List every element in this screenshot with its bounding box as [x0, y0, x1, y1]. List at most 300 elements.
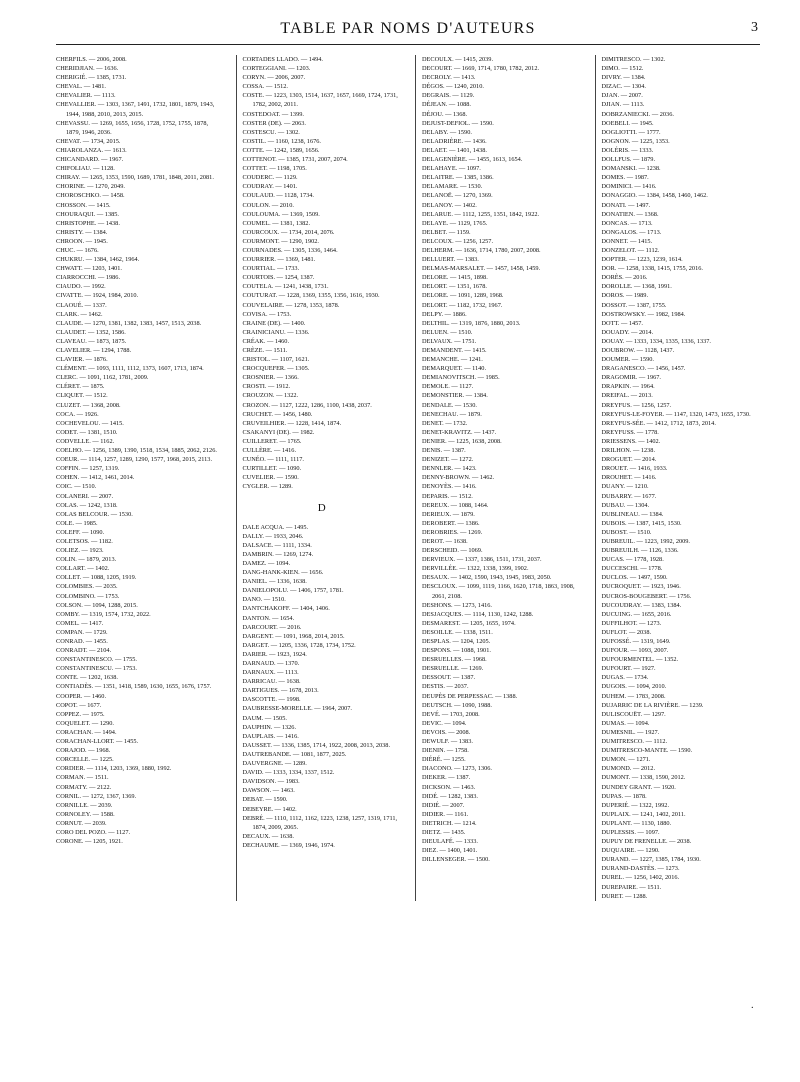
index-entry: CHIFOLIAU. — 1128.: [56, 165, 115, 173]
index-entry: DEJUST-DEFIOL. — 1590.: [422, 119, 494, 127]
index-entry: DUCUING. — 1655, 2016.: [601, 610, 672, 618]
index-entry: CONSTANTINESCU. — 1753.: [56, 665, 138, 673]
page-number: 3: [751, 20, 758, 35]
index-entry: DIEKER. — 1387.: [422, 774, 471, 782]
index-entry: DECHAUME. — 1369, 1946, 1974.: [242, 841, 335, 849]
index-entry: DIACONO. — 1273, 1306.: [422, 765, 492, 773]
index-entry: DOGLIOTTI. — 1777.: [601, 128, 661, 136]
index-entry: COURCOUX. — 1734, 2014, 2076.: [242, 228, 335, 236]
page-title: TABLE PAR NOMS D'AUTEURS: [280, 20, 536, 37]
index-entry: DURAND. — 1227, 1385, 1784, 1930.: [601, 856, 701, 864]
index-entry: CLIQUET. — 1512.: [56, 392, 108, 400]
index-entry: DELANOË. — 1270, 1369.: [422, 192, 493, 200]
index-entry: CRUCHET. — 1456, 1480.: [242, 410, 313, 418]
index-entry: COCA. — 1926.: [56, 410, 99, 418]
index-entry: DELAYE. — 1129, 1765.: [422, 219, 488, 227]
index-entry: DOGNON. — 1225, 1353.: [601, 137, 670, 145]
index-entry: DARNAUX. — 1113.: [242, 669, 299, 677]
index-entry: CROUZON. — 1322.: [242, 392, 299, 400]
index-entry: COSTEDOAT. — 1399.: [242, 110, 304, 118]
index-entry: DUGAS. — 1734.: [601, 674, 649, 682]
index-entry: DOMES. — 1987.: [601, 174, 649, 182]
index-entry: COSTE. — 1223, 1303, 1514, 1637, 1657, 1669, 1724, 1731, 1782, 2002, 2011.: [242, 92, 398, 109]
index-entry: DAVID. — 1333, 1334, 1337, 1512.: [242, 769, 335, 777]
index-entry: CLAVEAU. — 1873, 1875.: [56, 337, 127, 345]
index-entry: CLÉRET. — 1875.: [56, 383, 105, 391]
index-entry: CORAJOD. — 1968.: [56, 747, 111, 755]
index-entry: DUFOURT. — 1927.: [601, 665, 656, 673]
index-entry: CHICANDARD. — 1967.: [56, 156, 124, 164]
index-entry: DAMEZ. — 1094.: [242, 559, 291, 567]
index-entry: COLOMBIES. — 2035.: [56, 583, 118, 591]
index-entry: CUNÉO. — 1111, 1117.: [242, 456, 304, 464]
index-entry: DUBOIS. — 1387, 1415, 1530.: [601, 519, 682, 527]
index-entry: DARIER. — 1923, 1924.: [242, 650, 307, 658]
index-entry: COLSON. — 1094, 1288, 2015.: [56, 601, 138, 609]
index-entry: DELORT. — 1182, 1732, 1967.: [422, 301, 503, 309]
index-entry: CLAVELIER. — 1294, 1788.: [56, 347, 132, 354]
index-entry: DUBOST. — 1510.: [601, 528, 652, 536]
index-entry: DELORE. — 1091, 1289, 1968.: [422, 292, 504, 300]
index-entry: DERVIEUX. — 1337, 1386, 1511, 1731, 2037.: [422, 556, 542, 564]
index-entry: DUREPAIRE. — 1511.: [601, 883, 662, 891]
section-letter: D: [317, 501, 326, 514]
index-entry: COURMONT. — 1290, 1902.: [242, 237, 319, 245]
index-entry: DIMITRESCO. — 1302.: [601, 56, 666, 63]
index-entry: DUMAS. — 1094.: [601, 719, 650, 727]
index-entry: COLIN. — 1879, 2013.: [56, 556, 117, 564]
index-entry: DREYFUSS. — 1778.: [601, 428, 659, 436]
index-entry: DOR. — 1258, 1338, 1415, 1755, 2016.: [601, 265, 703, 273]
index-entry: DREYFUS-SÉE. — 1412, 1712, 1873, 2014.: [601, 419, 716, 427]
index-entry: CORMATY. — 2122.: [56, 783, 112, 791]
index-entry: COULOUMA. — 1369, 1509.: [242, 210, 320, 218]
index-entry: CHOROSCHKO. — 1458.: [56, 192, 125, 200]
index-entry: CONSTANTINESCO. — 1755.: [56, 656, 138, 664]
index-entry: DANG-HANK-KIEN. — 1656.: [242, 569, 324, 577]
index-entry: CULLÈRE. — 1416.: [242, 447, 297, 455]
index-entry: COLE. — 1985.: [56, 519, 98, 527]
index-entry: DUBLINEAU. — 1384.: [601, 510, 664, 518]
index-entry: COQUELET. — 1290.: [56, 719, 114, 727]
index-entry: DELANOY. — 1402.: [422, 201, 477, 209]
index-entry: DAUVERGNE. — 1289.: [242, 760, 307, 768]
index-entry: DELBET. — 1159.: [422, 228, 471, 236]
index-entry: DEVOIS. — 2008.: [422, 728, 471, 736]
index-entry: DENOYÈS. — 1416.: [422, 483, 477, 491]
index-entry: CLAVIER. — 1876.: [56, 356, 108, 364]
index-entry: COPOT. — 1677.: [56, 701, 102, 709]
index-entry: DESAUX. — 1402, 1590, 1943, 1945, 1983, 2050.: [422, 574, 552, 582]
index-entry: DORÈS. — 2016.: [601, 274, 648, 282]
index-entry: DUPLESSIS. — 1097.: [601, 828, 660, 836]
index-entry: COUVELAIRE. — 1278, 1353, 1878.: [242, 301, 340, 309]
index-entry: DEUPÈS DE PERPESSAC. — 1388.: [422, 692, 518, 700]
index-entry: DÉJOU. — 1368.: [422, 110, 468, 118]
index-entry: CORTADES LLADO. — 1494.: [242, 56, 323, 63]
index-entry: DECOURT. — 1669, 1714, 1780, 1782, 2012.: [422, 65, 540, 73]
index-entry: CHRISTY. — 1384.: [56, 228, 108, 236]
index-entry: DUFOURMENTEL. — 1352.: [601, 656, 679, 664]
index-entry: DROUET. — 1416, 1933.: [601, 465, 668, 473]
index-entry: CHUKRU. — 1384, 1462, 1964.: [56, 256, 140, 264]
index-entry: CYGLER. — 1289.: [242, 483, 293, 491]
index-entry: DANIEL. — 1336, 1638.: [242, 578, 307, 586]
index-entry: DULISCOUËT. — 1297.: [601, 710, 666, 718]
index-entry: CHROON. — 1945.: [56, 237, 108, 245]
index-entry: DELAITRE. — 1385, 1386.: [422, 174, 494, 182]
index-entry: COUTELA. — 1241, 1438, 1731.: [242, 283, 329, 291]
index-entry: DENECHAU. — 1879.: [422, 410, 482, 418]
index-entry: DEUTSCH. — 1090, 1988.: [422, 701, 492, 709]
index-entry: DIZAC. — 1304.: [601, 83, 646, 91]
index-entry: DARCOURT. — 2016.: [242, 623, 302, 631]
index-entry: CORACHAN. — 1494.: [56, 728, 117, 736]
index-entry: DIÉRÉ. — 1255.: [422, 756, 466, 764]
index-entry: CHOURAQUI. — 1385.: [56, 210, 119, 218]
index-entry: DAWSON. — 1463.: [242, 787, 295, 795]
index-entry: CROCQUEFER. — 1305.: [242, 365, 310, 373]
index-entry: DAUSSET. — 1336, 1385, 1714, 1922, 2008, 2013, 2038.: [242, 741, 391, 749]
index-entry: DUPLANT. — 1130, 1880.: [601, 819, 672, 827]
index-entry: CORNIL. — 1272, 1367, 1369.: [56, 792, 137, 800]
index-entry: DENNLER. — 1423.: [422, 465, 477, 473]
index-entry: COLOMBINO. — 1753.: [56, 592, 120, 600]
index-entry: CIAUDO. — 1992.: [56, 283, 106, 291]
index-entry: DUCROS-BOUGEBERT. — 1756.: [601, 592, 692, 600]
index-entry: DOSSOT. — 1387, 1755.: [601, 301, 667, 309]
index-entry: DALE ACQUA. — 1495.: [242, 523, 309, 531]
index-entry: DRAGOMIR. — 1967.: [601, 374, 661, 382]
index-entry: DREYFUS-LE-FOYER. — 1147, 1320, 1473, 1655, 1730.: [601, 410, 751, 418]
index-entry: DUMESNIL. — 1927.: [601, 728, 660, 736]
index-entry: DECROLY. — 1413.: [422, 74, 476, 82]
index-entry: DALLY. — 1933, 2046.: [242, 532, 304, 540]
index-entry: CHEVAT. — 1734, 2015.: [56, 137, 121, 145]
index-entry: DAVIDSON. — 1983.: [242, 778, 300, 786]
index-entry: COUTURAT. — 1228, 1369, 1355, 1356, 1616, 1930.: [242, 292, 380, 300]
index-entry: DENET. — 1732.: [422, 419, 468, 427]
index-entry: DUCOUDRAY. — 1383, 1384.: [601, 601, 682, 609]
index-entry: DEBAT. — 1590.: [242, 796, 288, 804]
index-entry: COSTER (DE). — 2063.: [242, 119, 306, 127]
index-entry: DECAUX. — 1638.: [242, 832, 294, 840]
index-entry: DEMOLE. — 1127.: [422, 383, 474, 391]
index-entry: DUFOSSÉ. — 1319, 1649.: [601, 638, 671, 645]
index-entry: CRÉAK. — 1460.: [242, 337, 290, 345]
index-entry: CIVATTE. — 1924, 1984, 2010.: [56, 292, 139, 300]
index-entry: CHERIDJIAN. — 1636.: [56, 65, 119, 73]
index-entry: CONTE. — 1202, 1638.: [56, 674, 118, 682]
index-entry: DÉGOS. — 1240, 2010.: [422, 83, 484, 91]
index-entry: COULAUD. — 1128, 1734.: [242, 192, 314, 200]
index-entry: DEBEYRE. — 1402.: [242, 805, 297, 813]
index-entry: DELORE. — 1415, 1898.: [422, 274, 488, 282]
index-entry: COULON. — 2010.: [242, 201, 294, 209]
index-entry: CHORINE. — 1270, 2049.: [56, 183, 125, 191]
index-entry: COTTE. — 1242, 1589, 1656.: [242, 146, 320, 154]
index-entry: DURAND-DASTÈS. — 1273.: [601, 865, 680, 873]
index-entry: DEMARQUET. — 1140.: [422, 365, 487, 373]
page-header: [56, 18, 760, 45]
index-entry: DUNDEY GRANT. — 1920.: [601, 783, 676, 791]
index-entry: DILLENSEGER. — 1500.: [422, 856, 490, 864]
index-entry: DEMANDENT. — 1415.: [422, 347, 487, 354]
index-entry: CORNUT. — 2039.: [56, 819, 107, 827]
index-entry: DESRUELLE. — 1269.: [422, 665, 484, 673]
index-entry: DANTCHAKOFF. — 1404, 1406.: [242, 605, 330, 613]
index-entry: COIC. — 1510.: [56, 483, 97, 491]
index-entry: DESPONS. — 1088, 1901.: [422, 647, 491, 655]
index-entry: COTTENOT. — 1385, 1731, 2007, 2074.: [242, 156, 348, 164]
index-entry: COMBY. — 1319, 1574, 1732, 2022.: [56, 610, 151, 618]
index-entry: DUBARRY. — 1677.: [601, 492, 657, 500]
index-entry: CHIRAY. — 1265, 1353, 1590, 1689, 1781, 1848, 2011, 2081.: [56, 174, 214, 182]
index-entry: CLUZET. — 1368, 2008.: [56, 401, 121, 409]
index-entry: DEMANCHE. — 1241.: [422, 356, 483, 364]
index-entry: CROSNIER. — 1366.: [242, 374, 299, 382]
index-entry: DREYFUS. — 1256, 1257.: [601, 401, 672, 409]
index-entry: COTTET. — 1198, 1705.: [242, 165, 307, 173]
index-entry: DELUEN. — 1510.: [422, 328, 473, 336]
index-entry: DENET-KRAVITZ. — 1437.: [422, 428, 497, 436]
index-entry: DEVÉ. — 1703, 2008.: [422, 710, 480, 718]
index-entry: DESHONS. — 1273, 1416.: [422, 601, 492, 609]
index-entry: CORNOLEY. — 1588.: [56, 810, 115, 818]
index-column: [415, 55, 581, 901]
index-entry: CHOSSON. — 1415.: [56, 201, 111, 209]
index-entry: DIDIER. — 1161.: [422, 810, 469, 818]
index-entry: DENIER. — 1225, 1638, 2008.: [422, 437, 502, 445]
index-entry: DELARUE. — 1112, 1255, 1351, 1842, 1922.: [422, 210, 540, 218]
index-entry: DUMONT. — 1338, 1590, 2012.: [601, 774, 686, 782]
index-entry: CLAOUÉ. — 1337.: [56, 301, 107, 309]
index-entry: COLLET. — 1088, 1205, 1919.: [56, 574, 137, 582]
index-entry: CONTIADÈS. — 1351, 1418, 1589, 1630, 1655, 1676, 1757.: [56, 683, 212, 691]
index-entry: DAUBRESSE-MORELLE. — 1964, 2007.: [242, 705, 352, 713]
index-entry: COSTIL. — 1160, 1238, 1676.: [242, 137, 321, 145]
index-entry: DARTIGUES. — 1678, 2013.: [242, 687, 319, 695]
index-entry: CHIAROLANZA. — 1613.: [56, 146, 127, 154]
index-entry: CLÉMENT. — 1093, 1111, 1112, 1373, 1607, 1713, 1874.: [56, 365, 204, 373]
index-entry: CHEVALLIER. — 1303, 1367, 1491, 1732, 1801, 1879, 1943, 1944, 1988, 2010, 2013, 2015.: [56, 101, 215, 118]
index-entry: DUFOUR. — 1093, 2007.: [601, 647, 669, 655]
index-entry: DUFLOT. — 2038.: [601, 628, 652, 636]
index-entry: DUCLOS. — 1497, 1590.: [601, 574, 668, 582]
index-entry: DANTON. — 1654.: [242, 614, 295, 622]
index-entry: COLAS. — 1242, 1318.: [56, 501, 118, 509]
index-entry: COURTOIS. — 1254, 1387.: [242, 274, 315, 282]
index-entry: DESMAREST. — 1205, 1655, 1974.: [422, 619, 516, 627]
index-entry: DUBREUILH. — 1126, 1336.: [601, 547, 679, 555]
index-entry: COHEN. — 1412, 1461, 2014.: [56, 474, 135, 482]
index-entry: DESPLAS. — 1204, 1205.: [422, 638, 491, 645]
index-entry: DROUHET. — 1416.: [601, 474, 657, 482]
index-entry: CHERIGIÉ. — 1385, 1731.: [56, 74, 127, 82]
index-entry: DUMITRESCO-MANTE. — 1590.: [601, 747, 693, 755]
index-entry: CHERFILS. — 2006, 2008.: [56, 56, 127, 63]
index-entry: DÉJEAN. — 1088.: [422, 101, 471, 109]
index-entry: DEVIC. — 1094.: [422, 719, 467, 727]
index-entry: DEMONSTIER. — 1384.: [422, 392, 488, 400]
index-entry: DIEULAFÉ. — 1333.: [422, 838, 478, 846]
index-entry: DEWULF. — 1383.: [422, 738, 473, 746]
index-entry: DELAGENIÈRE. — 1455, 1613, 1654.: [422, 156, 523, 164]
index-entry: DUMOND. — 2012.: [601, 765, 656, 773]
index-entry: COLETSOS. — 1182.: [56, 537, 113, 545]
index-entry: DERSCHEID. — 1069.: [422, 547, 483, 555]
index-entry: DUCAS. — 1778, 1928.: [601, 556, 664, 564]
index-entry: DRAGANESCO. — 1456, 1457.: [601, 365, 686, 373]
index-entry: DIETRICH. — 1214.: [422, 819, 477, 827]
index-entry: DOUADY. — 2014.: [601, 328, 654, 336]
index-entry: CONRADT. — 2104.: [56, 647, 112, 655]
index-entry: DIVRY. — 1384.: [601, 74, 646, 82]
index-entry: DUGOIS. — 1094, 2010.: [601, 683, 667, 691]
index-entry: CRAINICIANU. — 1336.: [242, 328, 310, 336]
index-entry: DUBAU. — 1304.: [601, 501, 650, 509]
index-entry: DELORT. — 1351, 1678.: [422, 283, 487, 291]
index-entry: DERVILLÉE. — 1322, 1338, 1399, 1902.: [422, 565, 529, 573]
index-entry: DELABY. — 1590.: [422, 128, 472, 136]
index-entry: CIARROCCHI. — 1986.: [56, 274, 121, 282]
index-entry: COUMEL. — 1381, 1382.: [242, 219, 311, 227]
index-entry: DUFFILHOT. — 1273.: [601, 619, 662, 627]
index-entry: DUMON. — 1271.: [601, 756, 651, 764]
index-entry: DENDALE. — 1530.: [422, 401, 477, 409]
index-entry: DESRUELLES. — 1968.: [422, 656, 487, 664]
index-entry: CROZON. — 1127, 1222, 1286, 1100, 1438, 2037.: [242, 401, 372, 409]
index-entry: COSTESCU. — 1302.: [242, 128, 300, 136]
index-entry: DUJARRIC DE LA RIVIÈRE. — 1239.: [601, 701, 704, 709]
index-entry: DRAPKIN. — 1964.: [601, 383, 655, 391]
index-entry: DARNAUD. — 1370.: [242, 660, 300, 667]
index-entry: CHRISTOPHE. — 1438.: [56, 219, 120, 227]
index-entry: DAUPHIN. — 1326.: [242, 723, 297, 731]
index-entry: DELPY. — 1886.: [422, 310, 467, 318]
index-entry: DOUBROW. — 1128, 1437.: [601, 347, 675, 354]
index-entry: DAUM. — 1505.: [242, 714, 287, 722]
index-entry: DEROBERT. — 1386.: [422, 519, 480, 527]
index-entry: DEPARIS. — 1512.: [422, 492, 473, 500]
index-entry: CLAUDE. — 1270, 1381, 1382, 1383, 1457, 1513, 2038.: [56, 319, 202, 327]
index-entry: DONNET. — 1415.: [601, 237, 653, 245]
index-entry: CORO DEL POZO. — 1127.: [56, 828, 131, 836]
index-entry: DONCAS. — 1713.: [601, 219, 653, 227]
index-entry: DEGRAIS. — 1129.: [422, 92, 475, 100]
index-entry: DARRICAU. — 1638.: [242, 678, 301, 686]
index-entry: COELHO. — 1256, 1389, 1390, 1518, 1534, 1885, 2062, 2126.: [56, 447, 217, 455]
index-entry: CONRAD. — 1455.: [56, 638, 108, 645]
index-entry: CORTEGGIANI. — 1203.: [242, 65, 311, 73]
index-entry: COLANERI. — 2007.: [56, 492, 114, 500]
index-entry: COMPAN. — 1729.: [56, 628, 108, 636]
index-entry: CODVELLE. — 1162.: [56, 437, 115, 445]
index-entry: DUPERIÉ. — 1322, 1992.: [601, 801, 670, 809]
index-entry: CLARK. — 1462.: [56, 310, 103, 318]
index-entry: DUPAS. — 1878.: [601, 792, 647, 800]
index-entry: COFFIN. — 1257, 1319.: [56, 465, 120, 473]
index-columns: [56, 55, 760, 901]
index-column: [595, 55, 761, 901]
index-entry: DROGUET. — 2014.: [601, 456, 657, 464]
index-entry: DOSTROWSKY. — 1982, 1984.: [601, 310, 686, 318]
stray-mark: ·: [750, 1003, 754, 1014]
index-entry: DONATI. — 1497.: [601, 201, 651, 209]
index-entry: CRAINE (DE). — 1400.: [242, 319, 306, 327]
index-entry: DIMO. — 1512.: [601, 65, 644, 73]
index-entry: DAUTREBANDE. — 1081, 1877, 2025.: [242, 750, 347, 758]
index-entry: DONZELOT. — 1112.: [601, 246, 660, 254]
index-entry: DRILHON. — 1238.: [601, 447, 656, 455]
index-entry: DENIS. — 1387.: [422, 447, 466, 455]
index-entry: DONGALOS. — 1713.: [601, 228, 662, 236]
index-entry: CHUC. — 1676.: [56, 246, 99, 254]
index-entry: DAUPLAIS. — 1416.: [242, 732, 299, 740]
index-entry: DARGENT. — 1091, 1968, 2014, 2015.: [242, 632, 345, 640]
index-entry: DOUAY. — 1333, 1334, 1335, 1336, 1337.: [601, 337, 712, 345]
index-entry: CHEVASSU. — 1269, 1655, 1656, 1728, 1752, 1755, 1878, 1879, 1946, 2036.: [56, 119, 209, 136]
index-entry: DEBRÉ. — 1110, 1112, 1162, 1223, 1238, 1257, 1319, 1711, 1874, 2009, 2065.: [242, 814, 398, 831]
index-entry: COCHEVELOU. — 1415.: [56, 419, 124, 427]
index-entry: DOTT. — 1457.: [601, 319, 644, 327]
index-entry: CRISTOL. — 1107, 1621.: [242, 356, 310, 364]
index-entry: CROSTI. — 1912.: [242, 383, 291, 391]
index-entry: DESCLOUX. — 1099, 1119, 1166, 1620, 1718, 1863, 1908, 2061, 2108.: [422, 583, 575, 600]
index-entry: DRIESSENS. — 1402.: [601, 437, 661, 445]
index-entry: DJIAN. — 1113.: [601, 101, 645, 109]
index-entry: DELAMARE. — 1530.: [422, 183, 483, 191]
index-entry: COVISA. — 1753.: [242, 310, 292, 318]
index-entry: COEUR. — 1114, 1257, 1289, 1290, 1577, 1968, 2015, 2113.: [56, 456, 213, 464]
index-entry: COURTIAL. — 1733.: [242, 265, 300, 273]
index-entry: DANIELOPOLU. — 1406, 1757, 1781.: [242, 587, 344, 595]
index-entry: COOPER. — 1460.: [56, 692, 107, 700]
index-entry: COLLART. — 1402.: [56, 565, 110, 573]
index-entry: CURTILLET. — 1090.: [242, 465, 302, 473]
index-entry: CRÈZE. — 1511.: [242, 347, 288, 354]
index-entry: DUQUAIRE. — 1290.: [601, 847, 660, 855]
index-entry: DESTIS. — 2037.: [422, 683, 469, 691]
index-entry: CORYN. — 2006, 2007.: [242, 74, 306, 82]
index-entry: CORCELLE. — 1225.: [56, 756, 114, 764]
index-entry: DUREL. — 1256, 1402, 2016.: [601, 874, 680, 882]
index-entry: CHEVALIER. — 1113.: [56, 92, 116, 100]
index-entry: DESOILLE. — 1338, 1511.: [422, 628, 493, 636]
index-entry: DENIZET. — 1272.: [422, 456, 474, 464]
index-entry: DUPUY DE FRENELLE. — 2038.: [601, 838, 692, 846]
index-entry: DELVAUX. — 1751.: [422, 337, 477, 345]
index-entry: DANO. — 1510.: [242, 596, 286, 604]
index-entry: DARGET. — 1205, 1336, 1728, 1734, 1752.: [242, 641, 356, 649]
index-entry: DASCOTTE. — 1998.: [242, 696, 301, 704]
index-entry: DEROBRIES. — 1269.: [422, 528, 483, 536]
index-entry: DIDIÉ. — 2007.: [422, 801, 465, 809]
index-entry: COMEL. — 1417.: [56, 619, 104, 627]
index-entry: DELMAS-MARSALET. — 1457, 1458, 1459.: [422, 265, 541, 273]
index-entry: DELLUERT. — 1383.: [422, 256, 479, 264]
index-entry: DOMINICI. — 1416.: [601, 183, 657, 191]
index-entry: CODET. — 1381, 1510.: [56, 428, 118, 436]
index-entry: DOPTER. — 1223, 1239, 1614.: [601, 256, 683, 264]
index-entry: COLEFF. — 1090.: [56, 528, 105, 536]
index-entry: CORONE. — 1205, 1921.: [56, 838, 123, 846]
index-entry: DOLLFUS. — 1879.: [601, 156, 656, 164]
index-entry: COLAS BELCOUR. — 1530.: [56, 510, 133, 518]
index-entry: DOROLLE. — 1368, 1991.: [601, 283, 672, 291]
index-entry: DURET. — 1288.: [601, 892, 648, 900]
index-entry: DELTHIL. — 1319, 1876, 1880, 2013.: [422, 319, 521, 327]
